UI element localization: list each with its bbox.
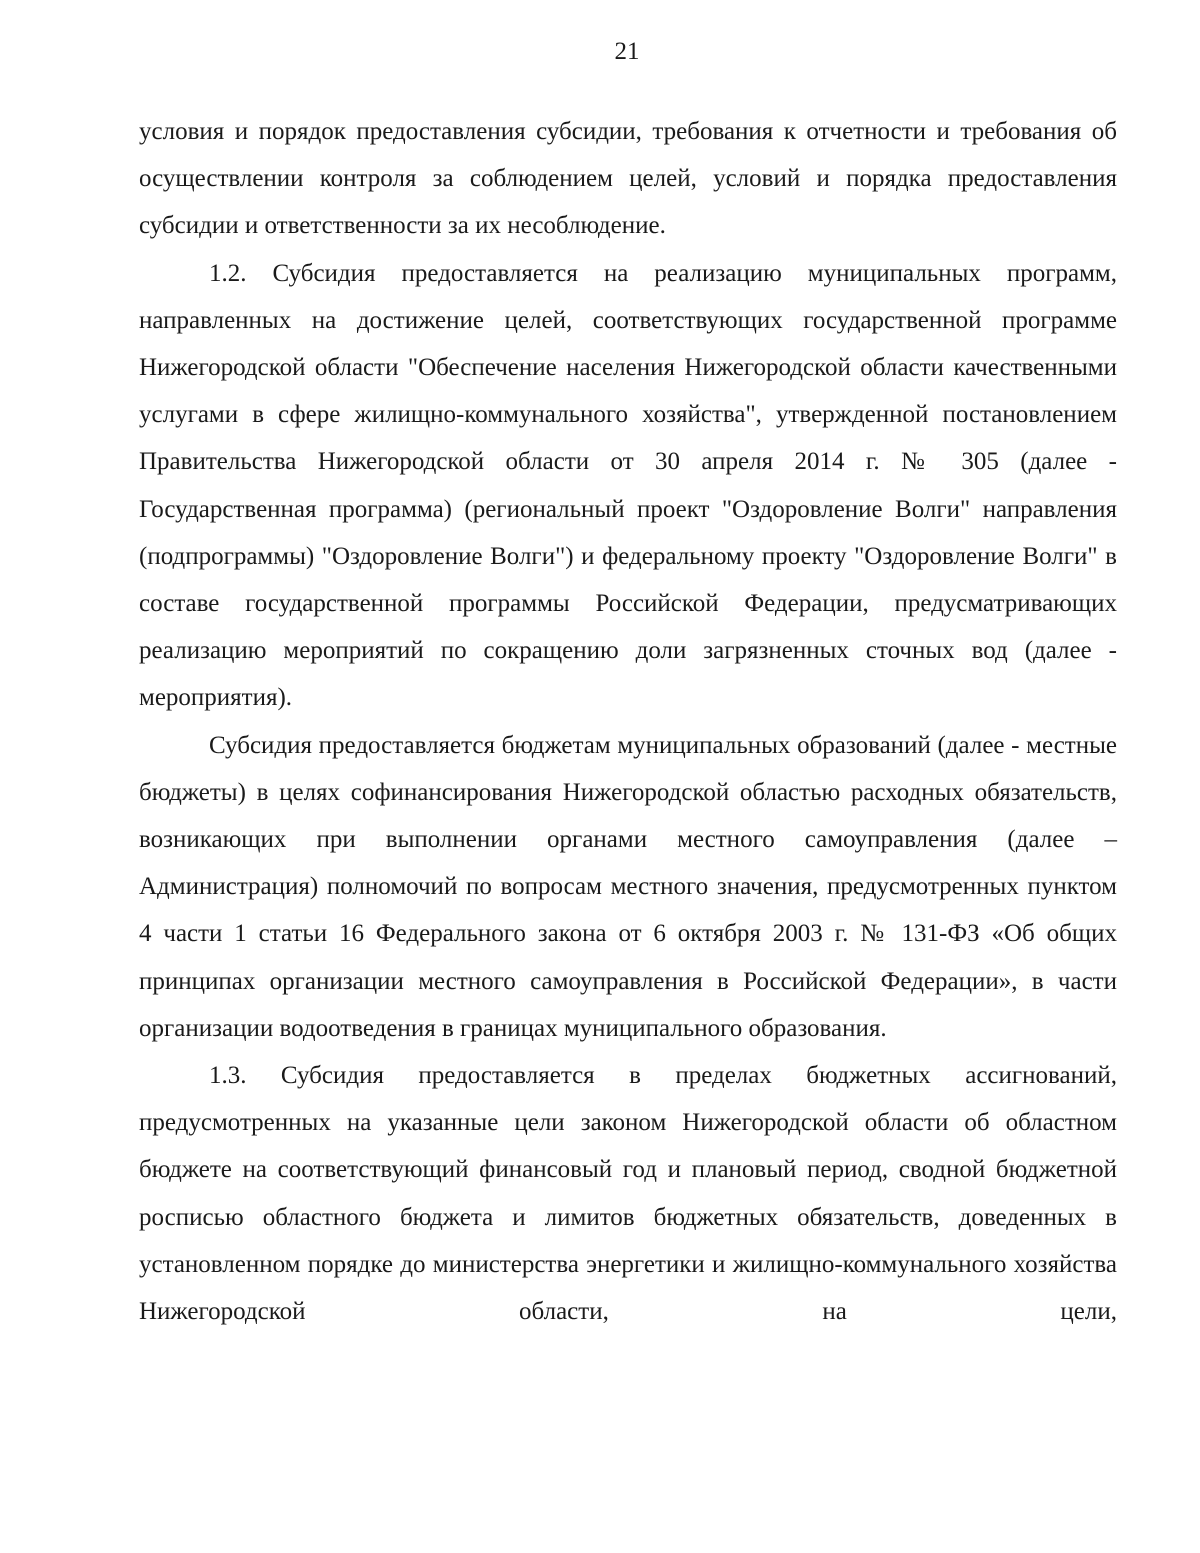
page-number: 21 <box>614 38 640 65</box>
paragraph-subsidy-budgets: Субсидия предоставляется бюджетам муниципальных образований (далее - местные бюджеты) в целях софинансирования Нижегородской областью расходных обязательств, возникающих при выполнении органами местного самоуправления (далее – Администрация) полномочий по вопросам местного значения, предусмотренных пунктом 4 части 1 статьи 16 Федерального закона от 6 октября 2003 г. № 131-ФЗ «Об общих принципах организации местного самоуправления в Российской Федерации», в части организации водоотведения в границах муниципального образования. <box>139 731 1117 1042</box>
paragraph-continuation: условия и порядок предоставления субсидии, требования к отчетности и требования об осуществлении контроля за соблюдением целей, условий и порядка предоставления субсидии и ответственности за их несоблюдение. <box>139 118 1117 240</box>
paragraph-1-3: 1.3. Субсидия предоставляется в пределах бюджетных ассигнований, предусмотренных на указанные цели законом Нижегородской области об областном бюджете на соответствующий финансовый год и плановый период, сводной бюджетной росписью областного бюджета и лимитов бюджетных обязательств, доведенных в установленном порядке до министерства энергетики и жилищно-коммунального хозяйства Нижегородской области, на цели, <box>139 1062 1117 1326</box>
document-body <box>139 108 1117 1335</box>
paragraph-1-2: 1.2. Субсидия предоставляется на реализацию муниципальных программ, направленных на достижение целей, соответствующих государственной программе Нижегородской области "Обеспечение населения Нижегородской области качественными услугами в сфере жилищно-коммунального хозяйства", утвержденной постановлением Правительства Нижегородской области от 30 апреля 2014 г. № 305 (далее - Государственная программа) (региональный проект "Оздоровление Волги" направления (подпрограммы) "Оздоровление Волги") и федеральному проекту "Оздоровление Волги" в составе государственной программы Российской Федерации, предусматривающих реализацию мероприятий по сокращению доли загрязненных сточных вод (далее - мероприятия). <box>139 259 1117 712</box>
